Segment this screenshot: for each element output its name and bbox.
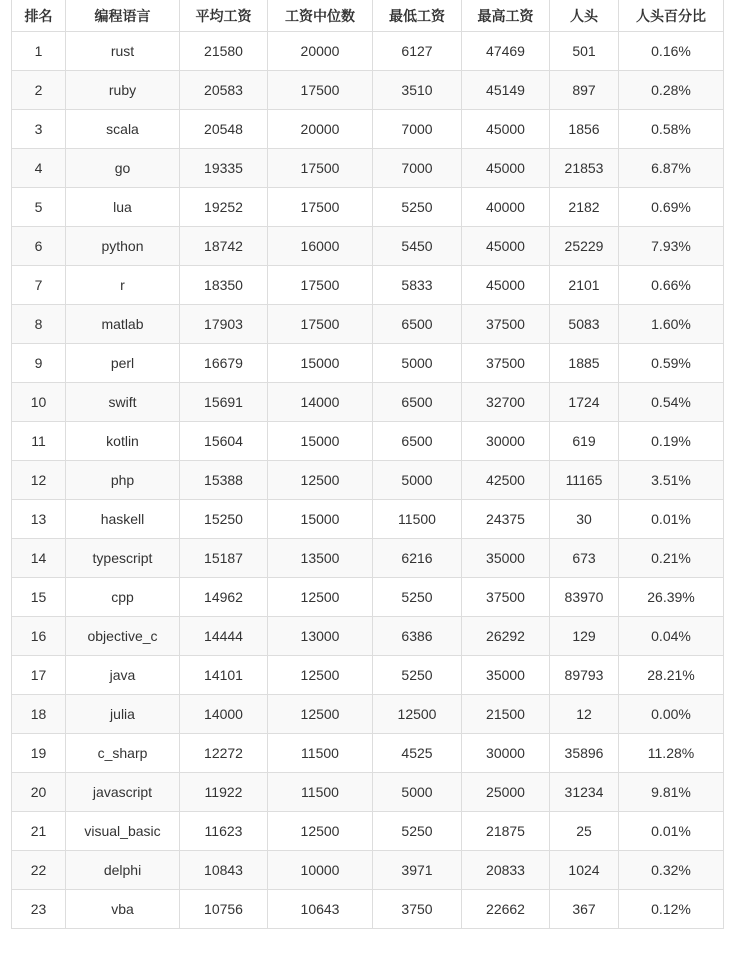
header-average-salary: 平均工资	[180, 0, 268, 32]
cell-average-salary: 12272	[180, 734, 268, 773]
cell-min-salary: 12500	[373, 695, 462, 734]
cell-min-salary: 5250	[373, 656, 462, 695]
table-row	[12, 305, 724, 344]
cell-average-salary: 14444	[180, 617, 268, 656]
cell-max-salary: 21875	[462, 812, 550, 851]
cell-headcount-percent: 0.32%	[619, 851, 724, 890]
cell-headcount: 30	[550, 500, 619, 539]
cell-headcount: 501	[550, 32, 619, 71]
header-min-salary: 最低工资	[373, 0, 462, 32]
cell-headcount-percent: 0.69%	[619, 188, 724, 227]
cell-headcount-percent: 0.19%	[619, 422, 724, 461]
cell-rank: 17	[12, 656, 66, 695]
cell-average-salary: 15691	[180, 383, 268, 422]
cell-average-salary: 21580	[180, 32, 268, 71]
cell-average-salary: 19335	[180, 149, 268, 188]
cell-language: lua	[66, 188, 180, 227]
table-row	[12, 578, 724, 617]
cell-median-salary: 15000	[268, 500, 373, 539]
cell-max-salary: 35000	[462, 656, 550, 695]
cell-headcount: 25229	[550, 227, 619, 266]
cell-language: delphi	[66, 851, 180, 890]
cell-language: ruby	[66, 71, 180, 110]
cell-average-salary: 16679	[180, 344, 268, 383]
cell-min-salary: 6216	[373, 539, 462, 578]
cell-median-salary: 17500	[268, 266, 373, 305]
cell-max-salary: 37500	[462, 578, 550, 617]
cell-max-salary: 22662	[462, 890, 550, 929]
cell-average-salary: 14101	[180, 656, 268, 695]
cell-headcount-percent: 0.59%	[619, 344, 724, 383]
table-row	[12, 656, 724, 695]
cell-rank: 4	[12, 149, 66, 188]
cell-headcount-percent: 3.51%	[619, 461, 724, 500]
cell-headcount-percent: 0.01%	[619, 812, 724, 851]
cell-rank: 18	[12, 695, 66, 734]
cell-headcount-percent: 11.28%	[619, 734, 724, 773]
cell-median-salary: 17500	[268, 71, 373, 110]
cell-median-salary: 12500	[268, 656, 373, 695]
cell-min-salary: 5450	[373, 227, 462, 266]
cell-headcount: 89793	[550, 656, 619, 695]
cell-median-salary: 16000	[268, 227, 373, 266]
cell-headcount: 21853	[550, 149, 619, 188]
cell-average-salary: 20583	[180, 71, 268, 110]
cell-min-salary: 7000	[373, 149, 462, 188]
cell-language: java	[66, 656, 180, 695]
cell-average-salary: 18350	[180, 266, 268, 305]
table-row	[12, 110, 724, 149]
cell-median-salary: 10643	[268, 890, 373, 929]
cell-max-salary: 26292	[462, 617, 550, 656]
cell-min-salary: 3510	[373, 71, 462, 110]
cell-average-salary: 14000	[180, 695, 268, 734]
cell-min-salary: 5833	[373, 266, 462, 305]
cell-headcount: 35896	[550, 734, 619, 773]
cell-median-salary: 13500	[268, 539, 373, 578]
cell-language: javascript	[66, 773, 180, 812]
cell-rank: 14	[12, 539, 66, 578]
cell-min-salary: 6500	[373, 383, 462, 422]
cell-rank: 12	[12, 461, 66, 500]
cell-language: visual_basic	[66, 812, 180, 851]
cell-headcount: 12	[550, 695, 619, 734]
cell-headcount: 5083	[550, 305, 619, 344]
cell-rank: 16	[12, 617, 66, 656]
cell-median-salary: 20000	[268, 32, 373, 71]
table-row	[12, 422, 724, 461]
cell-headcount: 2101	[550, 266, 619, 305]
cell-language: python	[66, 227, 180, 266]
cell-language: r	[66, 266, 180, 305]
cell-median-salary: 14000	[268, 383, 373, 422]
cell-headcount: 619	[550, 422, 619, 461]
cell-rank: 7	[12, 266, 66, 305]
cell-median-salary: 12500	[268, 812, 373, 851]
cell-language: objective_c	[66, 617, 180, 656]
header-language: 编程语言	[66, 0, 180, 32]
cell-max-salary: 35000	[462, 539, 550, 578]
cell-language: kotlin	[66, 422, 180, 461]
cell-headcount: 25	[550, 812, 619, 851]
cell-min-salary: 5250	[373, 578, 462, 617]
cell-max-salary: 37500	[462, 305, 550, 344]
cell-min-salary: 6500	[373, 305, 462, 344]
table-row	[12, 461, 724, 500]
cell-median-salary: 11500	[268, 734, 373, 773]
cell-median-salary: 12500	[268, 695, 373, 734]
cell-max-salary: 40000	[462, 188, 550, 227]
cell-language: cpp	[66, 578, 180, 617]
cell-headcount-percent: 26.39%	[619, 578, 724, 617]
cell-headcount: 1885	[550, 344, 619, 383]
table-row	[12, 188, 724, 227]
cell-headcount-percent: 6.87%	[619, 149, 724, 188]
cell-min-salary: 5250	[373, 188, 462, 227]
table-body	[12, 32, 724, 929]
cell-rank: 1	[12, 32, 66, 71]
cell-min-salary: 5000	[373, 773, 462, 812]
header-row	[12, 0, 724, 32]
cell-language: perl	[66, 344, 180, 383]
cell-average-salary: 14962	[180, 578, 268, 617]
cell-min-salary: 4525	[373, 734, 462, 773]
cell-headcount-percent: 9.81%	[619, 773, 724, 812]
cell-language: julia	[66, 695, 180, 734]
table-row	[12, 695, 724, 734]
cell-max-salary: 25000	[462, 773, 550, 812]
table-row	[12, 539, 724, 578]
cell-min-salary: 6500	[373, 422, 462, 461]
cell-min-salary: 6386	[373, 617, 462, 656]
cell-headcount-percent: 0.58%	[619, 110, 724, 149]
cell-max-salary: 37500	[462, 344, 550, 383]
cell-average-salary: 15604	[180, 422, 268, 461]
cell-language: typescript	[66, 539, 180, 578]
table-row	[12, 266, 724, 305]
table-row	[12, 734, 724, 773]
header-rank: 排名	[12, 0, 66, 32]
cell-max-salary: 32700	[462, 383, 550, 422]
cell-average-salary: 15250	[180, 500, 268, 539]
cell-headcount-percent: 0.12%	[619, 890, 724, 929]
cell-average-salary: 18742	[180, 227, 268, 266]
cell-language: c_sharp	[66, 734, 180, 773]
cell-min-salary: 3750	[373, 890, 462, 929]
cell-max-salary: 30000	[462, 422, 550, 461]
cell-headcount-percent: 0.16%	[619, 32, 724, 71]
cell-max-salary: 45000	[462, 149, 550, 188]
table-header	[12, 0, 724, 32]
cell-language: vba	[66, 890, 180, 929]
cell-headcount-percent: 0.00%	[619, 695, 724, 734]
table-row	[12, 227, 724, 266]
table-row	[12, 890, 724, 929]
cell-rank: 3	[12, 110, 66, 149]
cell-headcount: 1024	[550, 851, 619, 890]
cell-max-salary: 20833	[462, 851, 550, 890]
cell-headcount: 31234	[550, 773, 619, 812]
table-row	[12, 812, 724, 851]
cell-language: rust	[66, 32, 180, 71]
cell-headcount-percent: 1.60%	[619, 305, 724, 344]
cell-min-salary: 6127	[373, 32, 462, 71]
cell-rank: 15	[12, 578, 66, 617]
cell-headcount-percent: 0.54%	[619, 383, 724, 422]
cell-rank: 6	[12, 227, 66, 266]
cell-headcount-percent: 0.01%	[619, 500, 724, 539]
cell-rank: 9	[12, 344, 66, 383]
cell-max-salary: 45000	[462, 227, 550, 266]
cell-average-salary: 10843	[180, 851, 268, 890]
cell-headcount: 367	[550, 890, 619, 929]
cell-average-salary: 11623	[180, 812, 268, 851]
cell-rank: 23	[12, 890, 66, 929]
table-row	[12, 344, 724, 383]
cell-average-salary: 10756	[180, 890, 268, 929]
cell-average-salary: 20548	[180, 110, 268, 149]
table-row	[12, 383, 724, 422]
cell-language: haskell	[66, 500, 180, 539]
cell-headcount: 897	[550, 71, 619, 110]
cell-max-salary: 45149	[462, 71, 550, 110]
cell-language: matlab	[66, 305, 180, 344]
cell-min-salary: 5250	[373, 812, 462, 851]
header-median-salary: 工资中位数	[268, 0, 373, 32]
cell-headcount-percent: 28.21%	[619, 656, 724, 695]
cell-headcount-percent: 0.21%	[619, 539, 724, 578]
cell-headcount: 1724	[550, 383, 619, 422]
cell-language: scala	[66, 110, 180, 149]
table-row	[12, 851, 724, 890]
cell-min-salary: 5000	[373, 344, 462, 383]
cell-median-salary: 17500	[268, 149, 373, 188]
cell-headcount: 129	[550, 617, 619, 656]
cell-median-salary: 12500	[268, 578, 373, 617]
cell-max-salary: 47469	[462, 32, 550, 71]
cell-average-salary: 11922	[180, 773, 268, 812]
cell-rank: 2	[12, 71, 66, 110]
salary-table	[11, 0, 724, 929]
cell-headcount: 11165	[550, 461, 619, 500]
cell-average-salary: 17903	[180, 305, 268, 344]
cell-median-salary: 11500	[268, 773, 373, 812]
table-row	[12, 617, 724, 656]
cell-min-salary: 3971	[373, 851, 462, 890]
cell-rank: 19	[12, 734, 66, 773]
cell-rank: 13	[12, 500, 66, 539]
cell-median-salary: 17500	[268, 188, 373, 227]
cell-max-salary: 42500	[462, 461, 550, 500]
cell-max-salary: 45000	[462, 110, 550, 149]
cell-median-salary: 15000	[268, 344, 373, 383]
cell-rank: 10	[12, 383, 66, 422]
cell-max-salary: 24375	[462, 500, 550, 539]
cell-median-salary: 15000	[268, 422, 373, 461]
cell-headcount-percent: 0.28%	[619, 71, 724, 110]
cell-median-salary: 12500	[268, 461, 373, 500]
cell-min-salary: 7000	[373, 110, 462, 149]
cell-headcount-percent: 0.66%	[619, 266, 724, 305]
cell-rank: 22	[12, 851, 66, 890]
cell-rank: 5	[12, 188, 66, 227]
cell-language: php	[66, 461, 180, 500]
header-max-salary: 最高工资	[462, 0, 550, 32]
cell-headcount: 673	[550, 539, 619, 578]
cell-rank: 20	[12, 773, 66, 812]
cell-headcount: 1856	[550, 110, 619, 149]
cell-rank: 11	[12, 422, 66, 461]
cell-rank: 8	[12, 305, 66, 344]
cell-headcount-percent: 7.93%	[619, 227, 724, 266]
table-row	[12, 773, 724, 812]
header-headcount: 人头	[550, 0, 619, 32]
cell-language: go	[66, 149, 180, 188]
cell-median-salary: 13000	[268, 617, 373, 656]
cell-max-salary: 45000	[462, 266, 550, 305]
cell-median-salary: 20000	[268, 110, 373, 149]
cell-median-salary: 10000	[268, 851, 373, 890]
cell-headcount-percent: 0.04%	[619, 617, 724, 656]
table-row	[12, 500, 724, 539]
cell-headcount: 2182	[550, 188, 619, 227]
cell-average-salary: 15388	[180, 461, 268, 500]
header-headcount-percent: 人头百分比	[619, 0, 724, 32]
cell-max-salary: 21500	[462, 695, 550, 734]
cell-rank: 21	[12, 812, 66, 851]
cell-average-salary: 15187	[180, 539, 268, 578]
cell-language: swift	[66, 383, 180, 422]
cell-max-salary: 30000	[462, 734, 550, 773]
cell-headcount: 83970	[550, 578, 619, 617]
cell-min-salary: 5000	[373, 461, 462, 500]
table-row	[12, 149, 724, 188]
cell-min-salary: 11500	[373, 500, 462, 539]
table-row	[12, 32, 724, 71]
cell-median-salary: 17500	[268, 305, 373, 344]
table-row	[12, 71, 724, 110]
cell-average-salary: 19252	[180, 188, 268, 227]
salary-table-container	[11, 0, 723, 929]
